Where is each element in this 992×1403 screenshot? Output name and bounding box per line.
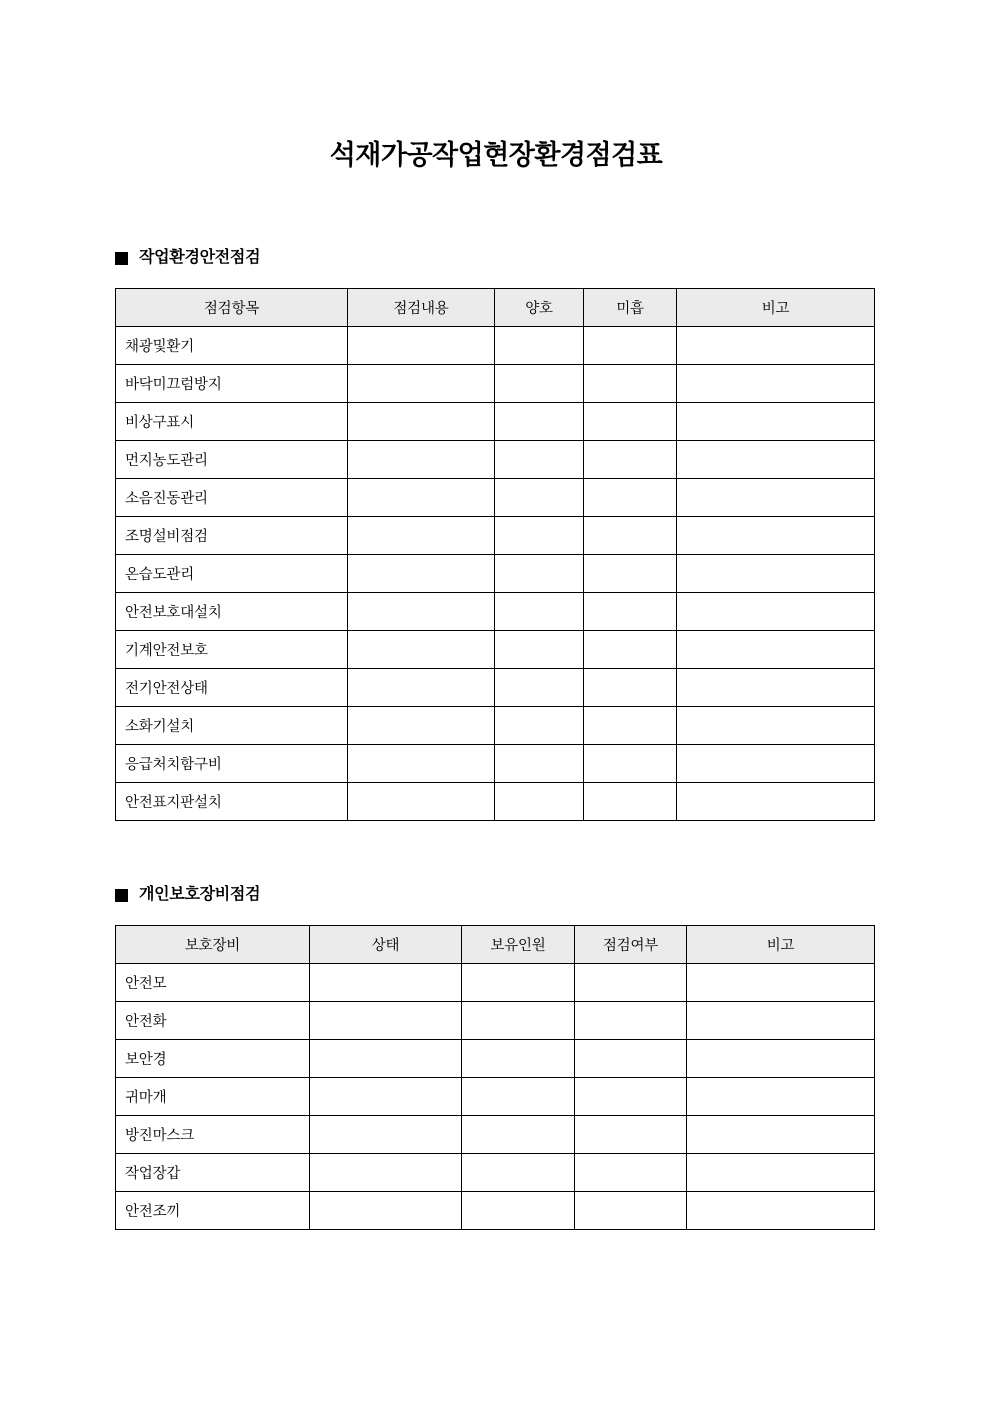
cell-remark[interactable] <box>677 517 875 555</box>
column-header-remark: 비고 <box>677 289 875 327</box>
table-row <box>116 631 875 669</box>
cell-protective-equipment: 안전화 <box>116 1002 310 1040</box>
table-row <box>116 707 875 745</box>
column-header-inspection-status: 점검여부 <box>575 926 687 964</box>
cell-good[interactable] <box>495 517 584 555</box>
section-heading-label: 개인보호장비점검 <box>139 886 261 903</box>
cell-remark[interactable] <box>677 555 875 593</box>
cell-remark[interactable] <box>677 441 875 479</box>
cell-good[interactable] <box>495 669 584 707</box>
cell-poor[interactable] <box>584 327 677 365</box>
cell-inspection-content[interactable] <box>348 403 495 441</box>
black-square-bullet-icon <box>115 889 128 902</box>
cell-inspection-item: 온습도관리 <box>116 555 348 593</box>
cell-holding-count[interactable] <box>462 1078 575 1116</box>
cell-inspection-content[interactable] <box>348 517 495 555</box>
cell-poor[interactable] <box>584 745 677 783</box>
cell-remark[interactable] <box>677 745 875 783</box>
section-heading <box>115 884 875 906</box>
cell-protective-equipment: 보안경 <box>116 1040 310 1078</box>
cell-good[interactable] <box>495 403 584 441</box>
cell-state[interactable] <box>310 1192 462 1230</box>
cell-protective-equipment: 방진마스크 <box>116 1116 310 1154</box>
cell-holding-count[interactable] <box>462 1192 575 1230</box>
table-row <box>116 1002 875 1040</box>
section-heading <box>115 247 875 269</box>
table-row <box>116 441 875 479</box>
cell-remark[interactable] <box>687 1002 875 1040</box>
column-header-good: 양호 <box>495 289 584 327</box>
section-personal-protective-equipment <box>115 884 875 1230</box>
column-header-state: 상태 <box>310 926 462 964</box>
cell-good[interactable] <box>495 365 584 403</box>
table-row <box>116 555 875 593</box>
cell-inspection-item: 바닥미끄럼방지 <box>116 365 348 403</box>
section-work-environment-safety <box>115 247 875 821</box>
cell-poor[interactable] <box>584 365 677 403</box>
cell-remark[interactable] <box>687 1078 875 1116</box>
table-header-row <box>116 926 875 964</box>
table-row <box>116 403 875 441</box>
cell-poor[interactable] <box>584 517 677 555</box>
column-header-inspection-item: 점검항목 <box>116 289 348 327</box>
cell-inspection-item: 응급처치함구비 <box>116 745 348 783</box>
cell-inspection-item: 소화기설치 <box>116 707 348 745</box>
table-row <box>116 783 875 821</box>
section-heading-label: 작업환경안전점검 <box>139 249 261 266</box>
cell-inspection-item: 먼지농도관리 <box>116 441 348 479</box>
cell-remark[interactable] <box>687 964 875 1002</box>
cell-inspection-content[interactable] <box>348 479 495 517</box>
cell-remark[interactable] <box>687 1154 875 1192</box>
page-title: 석재가공작업현장환경점검표 <box>329 140 663 170</box>
cell-remark[interactable] <box>687 1192 875 1230</box>
column-header-poor: 미흡 <box>584 289 677 327</box>
cell-good[interactable] <box>495 631 584 669</box>
column-header-protective-equipment: 보호장비 <box>116 926 310 964</box>
cell-state[interactable] <box>310 1002 462 1040</box>
table-row <box>116 365 875 403</box>
cell-remark[interactable] <box>677 327 875 365</box>
cell-poor[interactable] <box>584 783 677 821</box>
personal-protective-equipment-table <box>115 925 875 1230</box>
table-header <box>116 289 875 327</box>
cell-remark[interactable] <box>677 707 875 745</box>
cell-inspection-content[interactable] <box>348 327 495 365</box>
black-square-bullet-icon <box>115 252 128 265</box>
cell-inspection-item: 비상구표시 <box>116 403 348 441</box>
cell-poor[interactable] <box>584 707 677 745</box>
table-row <box>116 1116 875 1154</box>
cell-inspection-status[interactable] <box>575 1116 687 1154</box>
cell-poor[interactable] <box>584 669 677 707</box>
table-row <box>116 1040 875 1078</box>
cell-holding-count[interactable] <box>462 1116 575 1154</box>
cell-inspection-item: 안전보호대설치 <box>116 593 348 631</box>
cell-poor[interactable] <box>584 593 677 631</box>
cell-inspection-content[interactable] <box>348 365 495 403</box>
cell-protective-equipment: 귀마개 <box>116 1078 310 1116</box>
cell-good[interactable] <box>495 441 584 479</box>
cell-inspection-item: 소음진동관리 <box>116 479 348 517</box>
cell-holding-count[interactable] <box>462 964 575 1002</box>
cell-inspection-content[interactable] <box>348 707 495 745</box>
table-row <box>116 1078 875 1116</box>
table-row <box>116 479 875 517</box>
cell-protective-equipment: 안전조끼 <box>116 1192 310 1230</box>
cell-protective-equipment: 안전모 <box>116 964 310 1002</box>
cell-state[interactable] <box>310 1040 462 1078</box>
cell-remark[interactable] <box>677 783 875 821</box>
column-header-remark: 비고 <box>687 926 875 964</box>
cell-inspection-item: 기계안전보호 <box>116 631 348 669</box>
cell-good[interactable] <box>495 327 584 365</box>
cell-inspection-content[interactable] <box>348 441 495 479</box>
table-row <box>116 1154 875 1192</box>
cell-remark[interactable] <box>677 365 875 403</box>
column-header-inspection-content: 점검내용 <box>348 289 495 327</box>
cell-remark[interactable] <box>677 479 875 517</box>
table-row <box>116 1192 875 1230</box>
cell-remark[interactable] <box>687 1040 875 1078</box>
cell-holding-count[interactable] <box>462 1040 575 1078</box>
cell-good[interactable] <box>495 783 584 821</box>
cell-inspection-status[interactable] <box>575 1002 687 1040</box>
cell-remark[interactable] <box>677 669 875 707</box>
cell-inspection-status[interactable] <box>575 1192 687 1230</box>
cell-inspection-content[interactable] <box>348 783 495 821</box>
cell-inspection-content[interactable] <box>348 631 495 669</box>
table-row <box>116 745 875 783</box>
work-environment-safety-table <box>115 288 875 821</box>
table-header-row <box>116 289 875 327</box>
cell-state[interactable] <box>310 1078 462 1116</box>
cell-inspection-content[interactable] <box>348 593 495 631</box>
cell-holding-count[interactable] <box>462 1154 575 1192</box>
cell-good[interactable] <box>495 555 584 593</box>
cell-poor[interactable] <box>584 555 677 593</box>
cell-good[interactable] <box>495 707 584 745</box>
table-row <box>116 593 875 631</box>
cell-state[interactable] <box>310 964 462 1002</box>
cell-inspection-status[interactable] <box>575 1078 687 1116</box>
cell-inspection-content[interactable] <box>348 555 495 593</box>
cell-poor[interactable] <box>584 403 677 441</box>
cell-good[interactable] <box>495 745 584 783</box>
cell-state[interactable] <box>310 1154 462 1192</box>
cell-remark[interactable] <box>687 1116 875 1154</box>
cell-inspection-item: 안전표지판설치 <box>116 783 348 821</box>
table-row <box>116 669 875 707</box>
cell-remark[interactable] <box>677 593 875 631</box>
table-body <box>116 964 875 1230</box>
cell-poor[interactable] <box>584 479 677 517</box>
cell-inspection-item: 전기안전상태 <box>116 669 348 707</box>
column-header-holding-count: 보유인원 <box>462 926 575 964</box>
cell-inspection-item: 조명설비점검 <box>116 517 348 555</box>
cell-inspection-content[interactable] <box>348 669 495 707</box>
cell-inspection-status[interactable] <box>575 964 687 1002</box>
cell-inspection-status[interactable] <box>575 1154 687 1192</box>
table-header <box>116 926 875 964</box>
cell-good[interactable] <box>495 593 584 631</box>
cell-inspection-item: 채광및환기 <box>116 327 348 365</box>
cell-poor[interactable] <box>584 631 677 669</box>
cell-inspection-status[interactable] <box>575 1040 687 1078</box>
cell-protective-equipment: 작업장갑 <box>116 1154 310 1192</box>
cell-remark[interactable] <box>677 403 875 441</box>
table-row <box>116 327 875 365</box>
table-row <box>116 517 875 555</box>
table-body <box>116 327 875 821</box>
table-row <box>116 964 875 1002</box>
cell-remark[interactable] <box>677 631 875 669</box>
cell-good[interactable] <box>495 479 584 517</box>
cell-state[interactable] <box>310 1116 462 1154</box>
cell-poor[interactable] <box>584 441 677 479</box>
cell-holding-count[interactable] <box>462 1002 575 1040</box>
cell-inspection-content[interactable] <box>348 745 495 783</box>
